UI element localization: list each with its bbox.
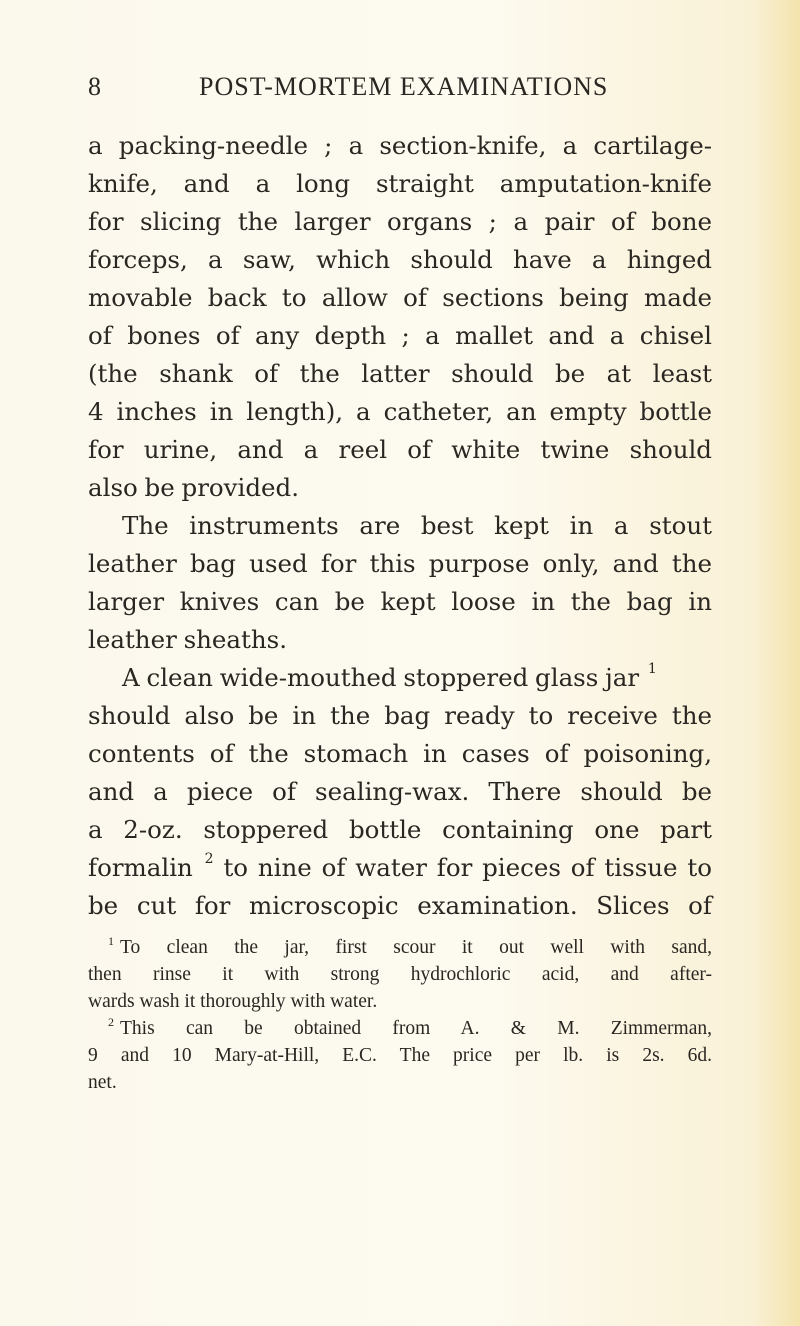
footnote-line: 9 and 10 Mary-at-Hill, E.C. The price per lb. is 2s. 6d. (88, 1045, 712, 1066)
footnote-line: net. (88, 1072, 117, 1093)
text-line: a 2-oz. stoppered bottle containing one part (88, 815, 712, 844)
running-head: POST-MORTEM EXAMINATIONS (199, 72, 609, 101)
footnote-line: wards wash it thoroughly with water. (88, 991, 378, 1012)
page-number: 8 (88, 72, 102, 101)
text-line: leather sheaths. (88, 625, 288, 654)
text-line: (the shank of the latter should be at least (88, 359, 712, 388)
footnote-mark: 2 (108, 1015, 114, 1029)
text-line: leather bag used for this purpose only, and the (88, 549, 712, 578)
footnote-line (108, 935, 712, 961)
text-line: knife, and a long straight amputation-knife (88, 169, 712, 198)
text-line: of bones of any depth ; a mallet and a chisel (88, 321, 712, 350)
text-line (122, 662, 712, 694)
text-fragment: to nine of water for pieces of tissue to (223, 853, 712, 882)
footnote-text: This can be obtained from A. & M. Zimmerman, (120, 1018, 712, 1039)
text-line: forceps, a saw, which should have a hinged (88, 245, 712, 274)
text-line: contents of the stomach in cases of poisoning, (88, 739, 712, 768)
text-line: should also be in the bag ready to receive the (88, 701, 712, 730)
text-line: 4 inches in length), a catheter, an empty bottle (88, 397, 712, 426)
page-header (88, 72, 648, 112)
text-line: for slicing the larger organs ; a pair of bone (88, 207, 712, 236)
text-line (88, 852, 712, 884)
text-line: larger knives can be kept loose in the bag in (88, 587, 712, 616)
text-line: movable back to allow of sections being made (88, 283, 712, 312)
text-line: The instruments are best kept in a stout (122, 511, 712, 540)
text-fragment: A clean wide-mouthed stoppered glass jar (122, 663, 640, 692)
footnote-line (108, 1016, 712, 1042)
text-line: a packing-needle ; a section-knife, a cartilage- (88, 131, 712, 160)
text-line: be cut for microscopic examination. Slices of (88, 891, 712, 920)
text-fragment: formalin (88, 853, 193, 882)
footnote-mark: 1 (108, 934, 114, 948)
footnote-line: then rinse it with strong hydrochloric acid, and after- (88, 964, 712, 985)
text-line: and a piece of sealing-wax. There should be (88, 777, 712, 806)
footnote-text: To clean the jar, first scour it out well with sand, (120, 937, 712, 958)
footnote-ref: 1 (647, 661, 657, 677)
text-line: for urine, and a reel of white twine should (88, 435, 712, 464)
text-line: also be provided. (88, 473, 299, 502)
footnote-ref: 2 (204, 851, 214, 867)
